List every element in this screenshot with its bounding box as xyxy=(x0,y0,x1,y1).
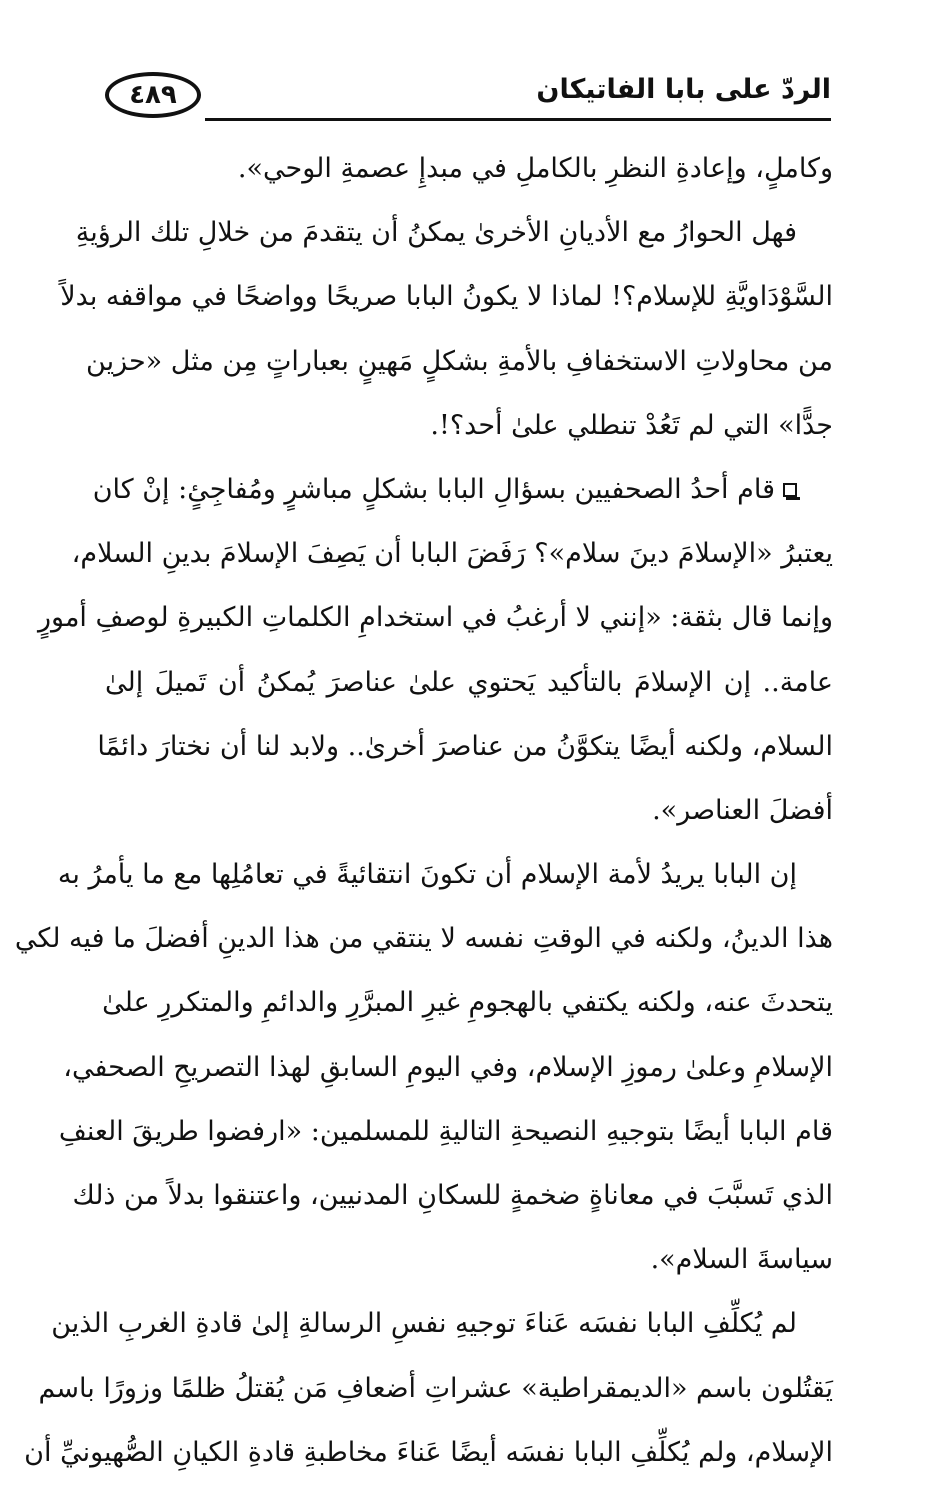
text-line xyxy=(86,339,833,403)
header-rule xyxy=(205,118,831,121)
text-line-content: الإسلامِ وعلىٰ رموزِ الإسلام، وفي اليومِ السابقِ لهذا التصريحِ الصحفي، xyxy=(63,1051,833,1083)
text-line xyxy=(97,724,833,788)
text-line xyxy=(105,403,833,467)
text-line-content: الذي تَسبَّبَ في معاناةٍ ضخمةٍ للسكانِ المدنيين، واعتنقوا بدلاً من ذلك xyxy=(72,1180,833,1211)
page-number: ٤٨٩ xyxy=(105,72,201,118)
text-line xyxy=(105,146,833,210)
text-line xyxy=(60,274,833,338)
text-line-content: يَقتُلون باسم «الديمقراطية» عشراتِ أضعافِ مَن يُقتلُ ظلمًا وزورًا باسم xyxy=(38,1372,833,1404)
text-line-content: أفضلَ العناصر». xyxy=(652,794,833,826)
text-line-content: السلام، ولكنه أيضًا يتكوَّنُ من عناصرَ أخرىٰ.. ولابد لنا أن نختارَ دائمًا xyxy=(97,730,833,762)
text-line xyxy=(14,916,833,980)
text-line xyxy=(75,210,833,274)
text-line-content: وإنما قال بثقة: «إنني لا أرغبُ في استخدامِ الكلماتِ الكبيرةِ لوصفِ أمورٍ xyxy=(37,602,833,634)
body-text xyxy=(14,146,833,1494)
text-line xyxy=(51,1301,833,1365)
text-line-content: السَّوْدَاويَّةِ للإسلام؟! لماذا لا يكونُ البابا صريحًا وواضحًا في مواقفه بدلاً xyxy=(60,281,833,313)
text-line xyxy=(71,531,833,595)
text-line xyxy=(105,788,833,852)
text-line xyxy=(63,1045,833,1109)
text-line-content: يتحدثَ عنه، ولكنه يكتفي بالهجومِ غيرِ المبرَّرِ والدائمِ والمتكررِ علىٰ xyxy=(102,987,833,1019)
text-line-content: لم يُكلِّفِ البابا نفسَه عَناءَ توجيهِ نفسِ الرسالةِ إلىٰ قادةِ الغربِ الذين xyxy=(51,1308,797,1340)
text-line xyxy=(38,1366,833,1430)
text-line xyxy=(24,1430,833,1494)
text-line-content: إن البابا يريدُ لأمة الإسلام أن تكونَ انتقائيةً في تعامُلِها مع ما يأمرُ به xyxy=(57,859,797,891)
text-line-content: قام البابا أيضًا بتوجيهِ النصيحةِ التاليةِ للمسلمين: «ارفضوا طريقَ العنفِ xyxy=(58,1115,833,1147)
text-line-content: يعتبرُ «الإسلامَ دينَ سلام»؟ رَفَضَ البابا أن يَصِفَ الإسلامَ بدينِ السلام، xyxy=(71,538,833,570)
text-line xyxy=(105,660,833,724)
text-line xyxy=(92,467,833,531)
text-line xyxy=(37,595,833,659)
text-line xyxy=(72,1173,833,1237)
text-line-content: وكاملٍ، وإعادةِ النظرِ بالكاملِ في مبدإِ عصمةِ الوحي». xyxy=(237,153,833,184)
paragraph-marker-icon xyxy=(783,483,797,497)
text-line xyxy=(58,1109,833,1173)
text-line-content: جدًّا» التي لم تَعُدْ تنطلي علىٰ أحد؟!. xyxy=(430,409,833,441)
text-line xyxy=(102,980,833,1044)
text-line-content: عامة.. إن الإسلامَ بالتأكيد يَحتوي علىٰ عناصرَ يُمكنُ أن تَميلَ إلىٰ xyxy=(105,666,833,698)
text-line-content: من محاولاتِ الاستخفافِ بالأمةِ بشكلٍ مَهينٍ بعباراتٍ مِن مثل «حزين xyxy=(86,345,833,377)
text-line-content: هذا الدينُ، ولكنه في الوقتِ نفسه لا ينتقي من هذا الدينِ أفضلَ ما فيه لكي xyxy=(14,923,833,955)
text-line-content: سياسةَ السلام». xyxy=(650,1244,833,1276)
page-header xyxy=(105,62,831,124)
text-line xyxy=(105,1237,833,1301)
text-line-content: قام أحدُ الصحفيين بسؤالِ البابا بشكلٍ مباشرٍ ومُفاجِئٍ: إنْ كان xyxy=(92,473,775,505)
running-title: الردّ على بابا الفاتيكان xyxy=(536,74,831,105)
text-line-content: فهل الحوارُ مع الأديانِ الأخرىٰ يمكنُ أن يتقدمَ من خلالِ تلك الرؤيةِ xyxy=(75,217,797,249)
text-line xyxy=(57,852,833,916)
text-line-content: الإسلام، ولم يُكلِّفِ البابا نفسَه أيضًا عَناءَ مخاطبةِ قادةِ الكيانِ الصُّهيونيِّ أن xyxy=(24,1436,833,1468)
